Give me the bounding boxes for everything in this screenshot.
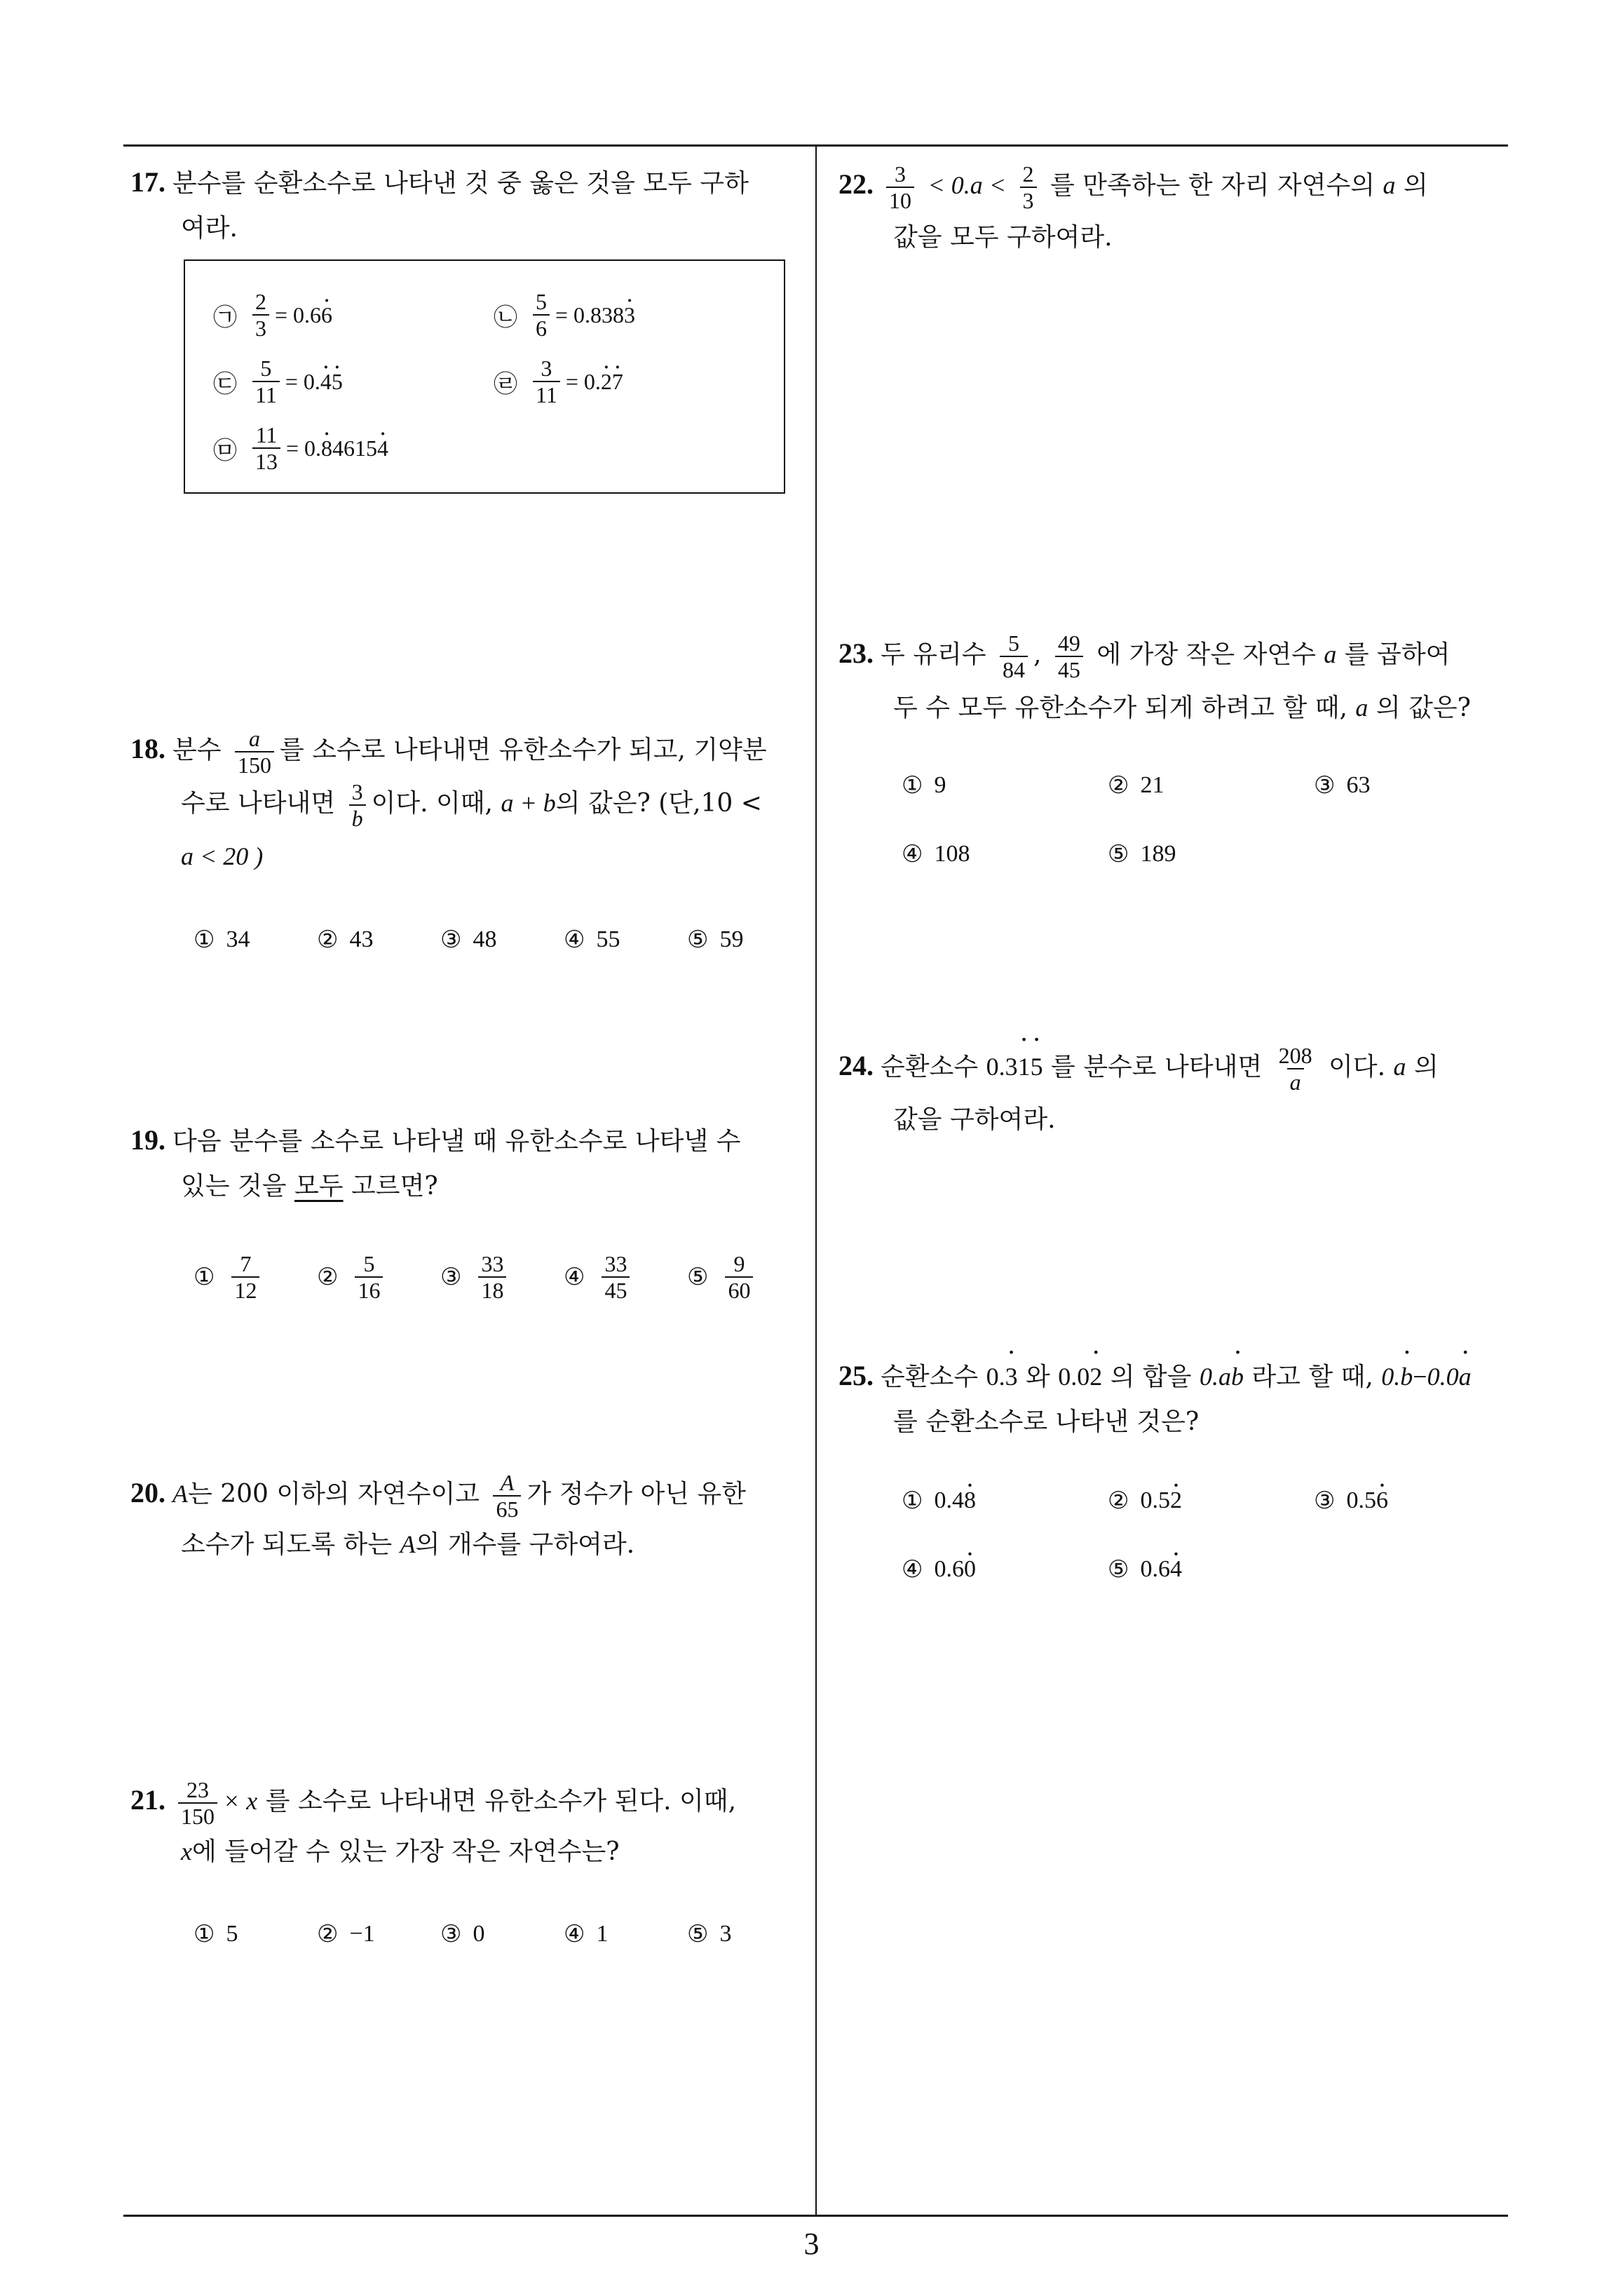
choice-5[interactable]: ⑤ 0.6 4 · bbox=[1108, 1555, 1182, 1583]
box-item-5: ㉤ $\frac{11}{13}$ = 0. 8 · 4615 4 · bbox=[213, 422, 388, 474]
choice-2[interactable]: ② $\frac{5}{16}$ bbox=[317, 1251, 388, 1303]
item-mark: ㉣ bbox=[494, 370, 517, 398]
choice-3[interactable]: ③ $\frac{33}{18}$ bbox=[440, 1251, 512, 1303]
choice-3[interactable]: ③ 0 bbox=[440, 1920, 485, 1948]
fraction: $\frac{23}{150}$ bbox=[178, 1777, 217, 1829]
question-number: 24. bbox=[838, 1050, 874, 1081]
choice-5[interactable]: ⑤ 189 bbox=[1108, 840, 1176, 868]
choice-3[interactable]: ③ 48 bbox=[440, 926, 497, 954]
choice-2[interactable]: ② 43 bbox=[317, 926, 374, 954]
question-22: 22. $\frac{3}{10}$ < 0.a < $\frac{2}{3}$ 를 만족하는 한 자리 자연수의 a 의 값을 모두 구하여라. bbox=[838, 161, 1428, 252]
question-text: 분수를 순환소수로 나타낸 것 중 옳은 것을 모두 구하 bbox=[172, 169, 749, 198]
question-number: 17. bbox=[130, 166, 165, 198]
fraction: $\frac{208}{a}$ bbox=[1278, 1043, 1312, 1095]
fraction: $\frac{3}{11}$ bbox=[533, 356, 560, 407]
question-number: 20. bbox=[130, 1477, 165, 1508]
choice-5[interactable]: ⑤ $\frac{9}{60}$ bbox=[687, 1251, 759, 1303]
fraction: $\frac{49}{45}$ bbox=[1055, 630, 1083, 682]
question-24: 24. 순환소수 0.31 ·5 · 를 분수로 나타내면 $\frac{208}{a}$ 이다. a 의 값을 구하여라. bbox=[838, 1041, 1512, 1145]
choice-1[interactable]: ① 5 bbox=[193, 1920, 238, 1948]
fraction: $\frac{2}{3}$ bbox=[252, 289, 269, 341]
choice-4[interactable]: ④ $\frac{33}{45}$ bbox=[564, 1251, 635, 1303]
box-item-1: ㉠ $\frac{2}{3}$ = 0.6 6 · bbox=[213, 289, 332, 341]
choice-3[interactable]: ③ 0.5 6 · bbox=[1314, 1487, 1388, 1515]
question-number: 19. bbox=[130, 1124, 165, 1156]
choice-1[interactable]: ① 34 bbox=[193, 926, 250, 954]
bottom-rule bbox=[123, 2215, 1508, 2217]
choice-5[interactable]: ⑤ 59 bbox=[687, 926, 744, 954]
column-divider bbox=[815, 144, 817, 2216]
choice-4[interactable]: ④ 55 bbox=[564, 926, 620, 954]
question-18: 18. 분수 $\frac{a}{150}$ 를 소수로 나타내면 유한소수가 되고, 기약분 수로 나타내면 $\frac{3}{b}$ 이다. 이때, a + b의 값은? (단,10 < a < 20 ) bbox=[130, 726, 767, 870]
choice-2[interactable]: ② −1 bbox=[317, 1920, 375, 1948]
question-20: 20. A는 200 이하의 자연수이고 $\frac{A}{65}$ 가 정수가 아닌 유한 소수가 되도록 하는 A의 개수를 구하여라. bbox=[130, 1470, 747, 1559]
choice-1[interactable]: ① 9 bbox=[902, 771, 946, 799]
fraction: $\frac{5}{84}$ bbox=[1000, 630, 1028, 682]
question-number: 18. bbox=[130, 733, 165, 764]
choice-2[interactable]: ② 21 bbox=[1108, 771, 1164, 799]
question-23: 23. 두 유리수 $\frac{5}{84}$ , $\frac{49}{45}$ 에 가장 작은 자연수 a 를 곱하여 두 수 모두 유한소수가 되게 하려고 할 때, a 의 값은? bbox=[838, 630, 1471, 722]
fraction: $\frac{5}{6}$ bbox=[533, 289, 550, 341]
question-25: 25. 순환소수 0.3 · 와 0.02 · 의 합을 0.ab · 라고 할 때, 0.b ·−0.0a · 를 순환소수로 나타낸 것은? bbox=[838, 1353, 1512, 1445]
item-mark: ㉢ bbox=[213, 370, 237, 398]
item-mark: ㉠ bbox=[213, 303, 237, 332]
question-21: 21. $\frac{23}{150}$ × x 를 소수로 나타내면 유한소수가 된다. 이때, x에 들어갈 수 있는 가장 작은 자연수는? bbox=[130, 1777, 737, 1866]
item-mark: ㉤ bbox=[213, 436, 237, 465]
fraction: $\frac{a}{150}$ bbox=[235, 726, 274, 778]
question-19: 19. 다음 분수를 소수로 나타낼 때 유한소수로 나타낼 수 있는 것을 모두 고르면? bbox=[130, 1124, 741, 1201]
emphasis-underline: 모두 bbox=[294, 1172, 344, 1201]
choice-4[interactable]: ④ 1 bbox=[564, 1920, 609, 1948]
page-number: 3 bbox=[803, 2227, 820, 2261]
fraction: $\frac{3}{b}$ bbox=[349, 779, 366, 831]
question-17 bbox=[130, 160, 803, 251]
box-item-2: ㉡ $\frac{5}{6}$ = 0.838 3 · bbox=[494, 289, 635, 341]
fraction: $\frac{11}{13}$ bbox=[252, 422, 280, 474]
choice-1[interactable]: ① $\frac{7}{12}$ bbox=[193, 1251, 265, 1303]
options-box bbox=[184, 259, 785, 494]
choice-4[interactable]: ④ 108 bbox=[902, 840, 970, 868]
choice-1[interactable]: ① 0.4 8 · bbox=[902, 1487, 976, 1515]
question-text: 여라. bbox=[181, 214, 238, 243]
choice-3[interactable]: ③ 63 bbox=[1314, 771, 1371, 799]
question-number: 23. bbox=[838, 637, 874, 669]
fraction: $\frac{5}{11}$ bbox=[252, 356, 280, 407]
fraction: $\frac{A}{65}$ bbox=[493, 1470, 521, 1522]
question-number: 21. bbox=[130, 1784, 165, 1816]
fraction: $\frac{3}{10}$ bbox=[886, 161, 914, 213]
fraction: $\frac{2}{3}$ bbox=[1020, 161, 1037, 213]
choice-5[interactable]: ⑤ 3 bbox=[687, 1920, 732, 1948]
question-number: 22. bbox=[838, 168, 874, 200]
box-item-3: ㉢ $\frac{5}{11}$ = 0. 4 · 5 · bbox=[213, 356, 343, 407]
item-mark: ㉡ bbox=[494, 303, 517, 332]
repeating-decimal: 0.31 ·5 · bbox=[986, 1053, 1043, 1081]
box-item-4: ㉣ $\frac{3}{11}$ = 0. 2 · 7 · bbox=[494, 356, 623, 407]
choice-4[interactable]: ④ 0.6 0 · bbox=[902, 1555, 976, 1583]
question-number: 25. bbox=[838, 1360, 874, 1391]
choice-2[interactable]: ② 0.5 2 · bbox=[1108, 1487, 1182, 1515]
